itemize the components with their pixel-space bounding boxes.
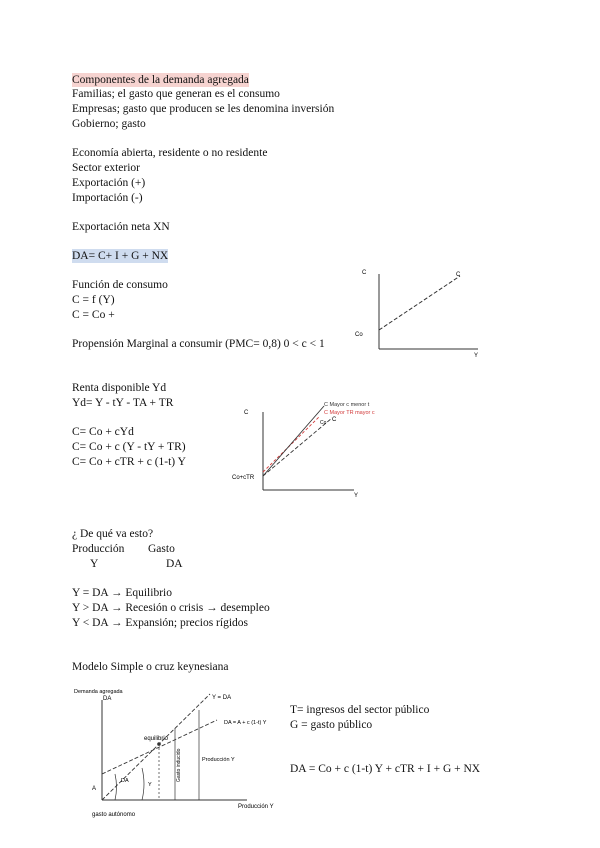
graph3-autonomous-spending-label: gasto autónomo [92, 812, 136, 818]
graph1-x-label: Y [474, 353, 479, 359]
graph3-equilibrium-label: equilibrio [144, 736, 169, 742]
graph3-x-label: Producción Y [238, 804, 274, 810]
graph3-45-label: Y = DA [212, 695, 232, 701]
graph3-da-line-label: DA = A + c (1-t) Y [224, 720, 267, 726]
consumption-function-graph [350, 262, 500, 362]
text-imports: Importación (-) [72, 192, 143, 204]
text-exports: Exportación (+) [72, 177, 146, 189]
eq-recession: Y > DA → Recesión o crisis → desempleo [72, 602, 270, 614]
section-title-aggregate-demand: Componentes de la demanda agregada [72, 74, 249, 86]
text-pmc: Propensión Marginal a consumir (PMC= 0,8) 0 < c < 1 [72, 338, 325, 350]
text-g-definition: G = gasto público [290, 719, 373, 731]
graph2-line-base [263, 418, 332, 476]
graph2-x-label: Y [354, 493, 359, 499]
eq-equilibrium: Y = DA → Equilibrio [72, 587, 172, 599]
text-families: Familias; el gasto que generan es el consumo [72, 88, 280, 100]
text-external-sector: Sector exterior [72, 162, 141, 174]
graph3-da-brace [142, 768, 144, 800]
graph2-legend-higher-tr: C Mayor TR mayor c [324, 410, 375, 416]
graph3-induced-label: Gasto inducido [176, 748, 182, 782]
graph2-line-higher-tr [263, 416, 320, 472]
graph3-y-axis-top: Demanda agregada [74, 689, 123, 695]
graph1-intercept-label: Co [355, 332, 363, 338]
formula-c-eq2: C= Co + c (Y - tY + TR) [72, 441, 186, 453]
formula-c-co: C = Co + [72, 309, 115, 321]
text-government: Gobierno; gasto [72, 118, 146, 130]
label-spending: Gasto [148, 543, 175, 555]
graph2-intercept-label: Co+cTR [232, 475, 255, 481]
graph3-45-degree-line [102, 694, 210, 800]
graph3-autonomous-label: A [92, 786, 97, 792]
label-production: Producción [72, 543, 125, 555]
graph1-y-label: C [362, 270, 367, 276]
graph3-y-small-label: Y [148, 782, 152, 788]
graph1-line-label: C [456, 272, 461, 278]
graph2-line-label: C [332, 417, 337, 423]
graph2-line-higher-c [263, 406, 324, 476]
text-question: ¿ De qué va esto? [72, 528, 154, 540]
graph3-da-line [102, 720, 217, 774]
graph3-production-y-label: Producción Y [202, 757, 235, 763]
formula-c-eq3: C= Co + cTR + c (1-t) Y [72, 456, 186, 468]
keynesian-cross-graph [72, 682, 282, 822]
formula-c-fy: C = f (Y) [72, 294, 115, 306]
formula-aggregate-demand: DA= C+ I + G + NX [72, 250, 169, 262]
graph1-consumption-line [379, 276, 460, 330]
graph2-legend-higher-c: C Mayor c menor t [324, 402, 370, 408]
formula-yd: Yd= Y - tY - TA + TR [72, 397, 174, 409]
text-net-exports: Exportación neta XN [72, 221, 170, 233]
label-y: Y [90, 558, 99, 570]
graph3-da-small-label: DA [121, 778, 129, 784]
formula-da-full: DA = Co + c (1-t) Y + cTR + I + G + NX [290, 763, 481, 775]
text-open-economy: Economía abierta, residente o no residente [72, 147, 268, 159]
disposable-income-graph [228, 392, 418, 500]
text-disposable-income: Renta disponible Yd [72, 382, 167, 394]
graph2-y-label: C [244, 410, 249, 416]
formula-c-eq1: C= Co + cYd [72, 426, 134, 438]
label-da: DA [166, 558, 183, 570]
graph3-y-label: DA [103, 696, 112, 702]
eq-expansion: Y < DA → Expansión; precios rígidos [72, 617, 248, 629]
text-consumption-function: Función de consumo [72, 279, 168, 291]
text-t-definition: T= ingresos del sector público [290, 704, 430, 716]
graph2-shift-label: Co [320, 420, 327, 426]
text-model-title: Modelo Simple o cruz keynesiana [72, 661, 229, 673]
text-companies: Empresas; gasto que producen se les denomina inversión [72, 103, 335, 115]
